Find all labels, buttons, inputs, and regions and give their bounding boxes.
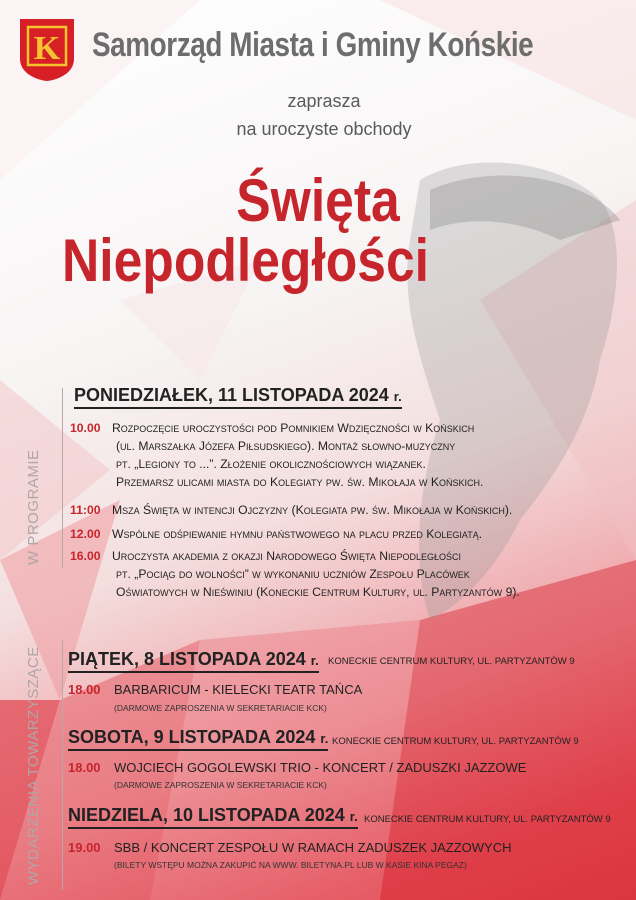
program-time: 11:00 — [70, 503, 101, 517]
event-title: WOJCIECH GOGOLEWSKI TRIO - KONCERT / ZADUSZKI JAZZOWE — [114, 760, 527, 775]
program-time: 12.00 — [70, 527, 101, 541]
program-text: Uroczysta akademia z okazji Narodowego Święta Niepodległości — [112, 549, 462, 563]
event-day-heading — [68, 805, 358, 829]
program-time: 10.00 — [70, 421, 101, 435]
event-date: PIĄTEK, 8 LISTOPADA 2024 — [68, 649, 306, 669]
program-time: 16.00 — [70, 549, 101, 563]
event-location: KONECKIE CENTRUM KULTURY, UL. PARTYZANTÓW 9 — [332, 736, 579, 747]
event-location: KONECKIE CENTRUM KULTURY, UL. PARTYZANTÓW 9 — [364, 814, 611, 825]
event-title: SBB / KONCERT ZESPOŁU W RAMACH ZADUSZEK JAZZOWYCH — [114, 840, 512, 855]
event-item — [68, 760, 526, 775]
invite-line-1: zaprasza — [287, 91, 361, 111]
side-label-events: WYDARZENIA TOWARZYSZĄCE — [25, 646, 42, 885]
main-day-suffix: r. — [393, 389, 402, 404]
side-label-program: W PROGRAMIE — [25, 449, 42, 565]
event-day-heading — [68, 649, 319, 673]
main-title-line-1: Święta — [236, 167, 400, 234]
event-date-suffix: r. — [310, 653, 319, 668]
coat-of-arms-icon — [18, 17, 76, 83]
event-date: SOBOTA, 9 LISTOPADA 2024 — [68, 727, 316, 747]
program-text: (ul. Marszałka Józefa Piłsudskiego). Montaż słowno-muzyczny — [116, 439, 456, 453]
event-time: 18.00 — [68, 760, 101, 775]
event-location: KONECKIE CENTRUM KULTURY, UL. PARTYZANTÓW 9 — [328, 656, 575, 667]
event-time: 19.00 — [68, 840, 101, 855]
main-day-heading — [74, 385, 402, 409]
program-text: Rozpoczęcie uroczystości pod Pomnikiem Wdzięczności w Końskich — [112, 421, 475, 435]
event-note: (DARMOWE ZAPROSZENIA W SEKRETARIACIE KCK) — [114, 780, 327, 790]
organizer-title: Samorząd Miasta i Gminy Końskie — [92, 26, 534, 64]
program-text: Przemarsz ulicami miasta do Kolegiaty pw. św. Mikołaja w Końskich. — [116, 475, 484, 489]
program-text: Oświatowych w Nieświniu (Koneckie Centrum Kultury, ul. Partyzantów 9). — [116, 585, 520, 599]
program-text: pt. „Pociąg do wolności” w wykonaniu uczniów Zespołu Placówek — [116, 567, 470, 581]
main-title-line-2: Niepodległości — [62, 227, 430, 294]
event-day-heading — [68, 727, 328, 751]
divider-line-program — [62, 388, 63, 568]
coat-monogram: K — [33, 30, 61, 67]
event-date-suffix: r. — [349, 809, 358, 824]
event-title: BARBARICUM - KIELECKI TEATR TAŃCA — [114, 682, 363, 697]
event-date: NIEDZIELA, 10 LISTOPADA 2024 — [68, 805, 345, 825]
program-item — [70, 502, 512, 519]
event-note: (BILETY WSTĘPU MOŻNA ZAKUPIĆ NA WWW. BILETYNA.PL LUB W KASIE KINA PEGAZ) — [114, 860, 467, 870]
program-item — [70, 526, 482, 543]
event-date-suffix: r. — [320, 731, 329, 746]
event-time: 18.00 — [68, 682, 101, 697]
event-item — [68, 840, 512, 855]
program-item — [70, 548, 461, 565]
main-day-date: PONIEDZIAŁEK, 11 LISTOPADA 2024 — [74, 385, 389, 405]
program-text: Msza Święta w intencji Ojczyzny (Kolegiata pw. św. Mikołaja w Końskich). — [112, 503, 513, 517]
invite-line-2: na uroczyste obchody — [236, 119, 412, 139]
divider-line-events — [62, 640, 63, 890]
program-item — [70, 420, 474, 437]
event-note: (DARMOWE ZAPROSZENIA W SEKRETARIACIE KCK) — [114, 703, 327, 713]
program-text: pt. „Legiony to ...”. Złożenie okolicznościowych wiązanek. — [116, 457, 426, 471]
event-item — [68, 682, 362, 697]
program-text: Wspólne odśpiewanie hymnu państwowego na placu przed Kolegiatą. — [112, 527, 483, 541]
